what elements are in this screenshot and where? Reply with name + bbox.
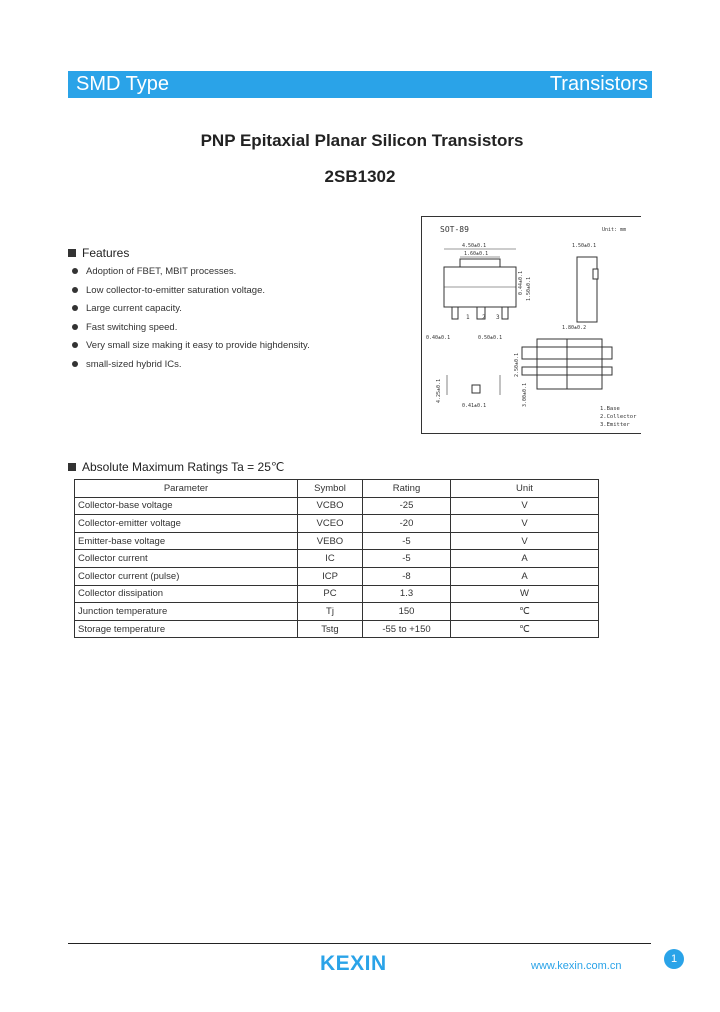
table-row: [75, 550, 599, 568]
feature-item: [72, 359, 310, 378]
dim-label: 1.80±0.2: [562, 325, 587, 331]
unit-cell: V: [451, 497, 599, 515]
feature-item: [72, 285, 310, 304]
rating-cell: -20: [363, 515, 451, 533]
table-row: [75, 603, 599, 621]
dim-label: 4.25±0.1: [436, 378, 442, 403]
feature-item: [72, 303, 310, 322]
unit-cell: ℃: [451, 620, 599, 638]
pin-1: [452, 307, 458, 319]
footer-divider: [68, 943, 651, 944]
symbol-cell: Tj: [298, 603, 363, 621]
header-banner: [68, 71, 652, 98]
header-left: SMD Type: [76, 73, 169, 95]
bullet-dot-icon: [72, 287, 78, 293]
footer-url[interactable]: www.kexin.com.cn: [531, 960, 622, 972]
rating-cell: -8: [363, 567, 451, 585]
bullet-dot-icon: [72, 342, 78, 348]
parameter-cell: Storage temperature: [75, 620, 298, 638]
symbol-cell: Tstg: [298, 620, 363, 638]
bullet-dot-icon: [72, 305, 78, 311]
dim-label: 2.50±0.1: [514, 352, 520, 377]
features-list: [72, 266, 310, 378]
table-row: [75, 585, 599, 603]
rating-cell: 1.3: [363, 585, 451, 603]
parameter-cell: Collector dissipation: [75, 585, 298, 603]
pin-3: [502, 307, 508, 319]
feature-text: Adoption of FBET, MBIT processes.: [86, 266, 237, 277]
feature-text: Low collector-to-emitter saturation voltage.: [86, 284, 265, 296]
table-row: [75, 620, 599, 638]
parameter-cell: Collector-emitter voltage: [75, 515, 298, 533]
package-unit: Unit: mm: [602, 227, 627, 233]
feature-text: small-sized hybrid ICs.: [86, 358, 182, 370]
unit-cell: A: [451, 550, 599, 568]
unit-cell: V: [451, 515, 599, 533]
bullet-square-icon: [68, 249, 76, 257]
dim-label: 1.50±0.1: [572, 243, 597, 249]
rating-cell: -25: [363, 497, 451, 515]
tab-outline: [460, 259, 500, 267]
side-view: [577, 257, 597, 322]
unit-cell: A: [451, 567, 599, 585]
unit-cell: ℃: [451, 603, 599, 621]
feature-text: Large current capacity.: [86, 303, 182, 315]
unit-cell: W: [451, 585, 599, 603]
parameter-cell: Collector current: [75, 550, 298, 568]
ratings-table: [74, 479, 599, 638]
column-header: Rating: [363, 480, 451, 498]
feature-item: [72, 266, 310, 285]
features-heading-text: Features: [82, 246, 130, 260]
package-drawing: [421, 216, 641, 434]
dim-label: 3.00±0.1: [522, 382, 528, 407]
feature-item: [72, 322, 310, 341]
pin-legend: 3.Emitter: [600, 422, 630, 428]
pin-legend: 2.Collector: [600, 414, 637, 420]
rating-cell: -5: [363, 550, 451, 568]
dim-label: 1.60±0.1: [464, 251, 489, 257]
rating-cell: -55 to +150: [363, 620, 451, 638]
column-header: Parameter: [75, 480, 298, 498]
feature-text: Very small size making it easy to provide highdensity.: [86, 340, 310, 352]
part-number: 2SB1302: [324, 167, 396, 186]
table-row: [75, 567, 599, 585]
package-outline-drawing: [422, 217, 641, 433]
header-right: Transistors: [549, 73, 648, 95]
page-number: 1: [664, 949, 684, 969]
dim-label: 1.50±0.1: [526, 276, 532, 301]
bullet-square-icon: [68, 463, 76, 471]
dim-label: 0.40±0.1: [426, 335, 451, 341]
document-title: PNP Epitaxial Planar Silicon Transistors: [200, 131, 524, 150]
side-tab: [593, 269, 598, 279]
pin-label-1: 1: [466, 314, 470, 321]
ratings-heading: [68, 460, 284, 474]
symbol-cell: PC: [298, 585, 363, 603]
table-row: [75, 532, 599, 550]
rating-cell: 150: [363, 603, 451, 621]
bullet-dot-icon: [72, 268, 78, 274]
column-header: Unit: [451, 480, 599, 498]
parameter-cell: Emitter-base voltage: [75, 532, 298, 550]
symbol-cell: VCEO: [298, 515, 363, 533]
dim-label: 0.50±0.1: [478, 335, 503, 341]
symbol-cell: IC: [298, 550, 363, 568]
pin-label-2: 2: [482, 314, 486, 321]
unit-cell: V: [451, 532, 599, 550]
feature-text: Fast switching speed.: [86, 321, 178, 333]
parameter-cell: Collector current (pulse): [75, 567, 298, 585]
symbol-cell: ICP: [298, 567, 363, 585]
pin-legend: 1.Base: [600, 406, 620, 412]
table-row: [75, 515, 599, 533]
dim-label: 0.41±0.1: [462, 403, 487, 409]
table-header-row: [75, 480, 599, 498]
ratings-heading-text: Absolute Maximum Ratings Ta = 25℃: [82, 460, 285, 474]
rating-cell: -5: [363, 532, 451, 550]
bullet-dot-icon: [72, 324, 78, 330]
feature-item: [72, 340, 310, 359]
dim-label: 4.50±0.1: [462, 243, 487, 249]
bullet-dot-icon: [72, 361, 78, 367]
package-name: SOT-89: [440, 225, 469, 234]
parameter-cell: Collector-base voltage: [75, 497, 298, 515]
symbol-cell: VEBO: [298, 532, 363, 550]
dim-label: 0.44±0.1: [518, 270, 524, 295]
lead-detail: [472, 385, 480, 393]
kexin-logo: KEXIN: [320, 952, 387, 975]
parameter-cell: Junction temperature: [75, 603, 298, 621]
table-row: [75, 497, 599, 515]
pin-label-3: 3: [496, 314, 500, 321]
column-header: Symbol: [298, 480, 363, 498]
symbol-cell: VCBO: [298, 497, 363, 515]
features-heading: [68, 246, 129, 260]
